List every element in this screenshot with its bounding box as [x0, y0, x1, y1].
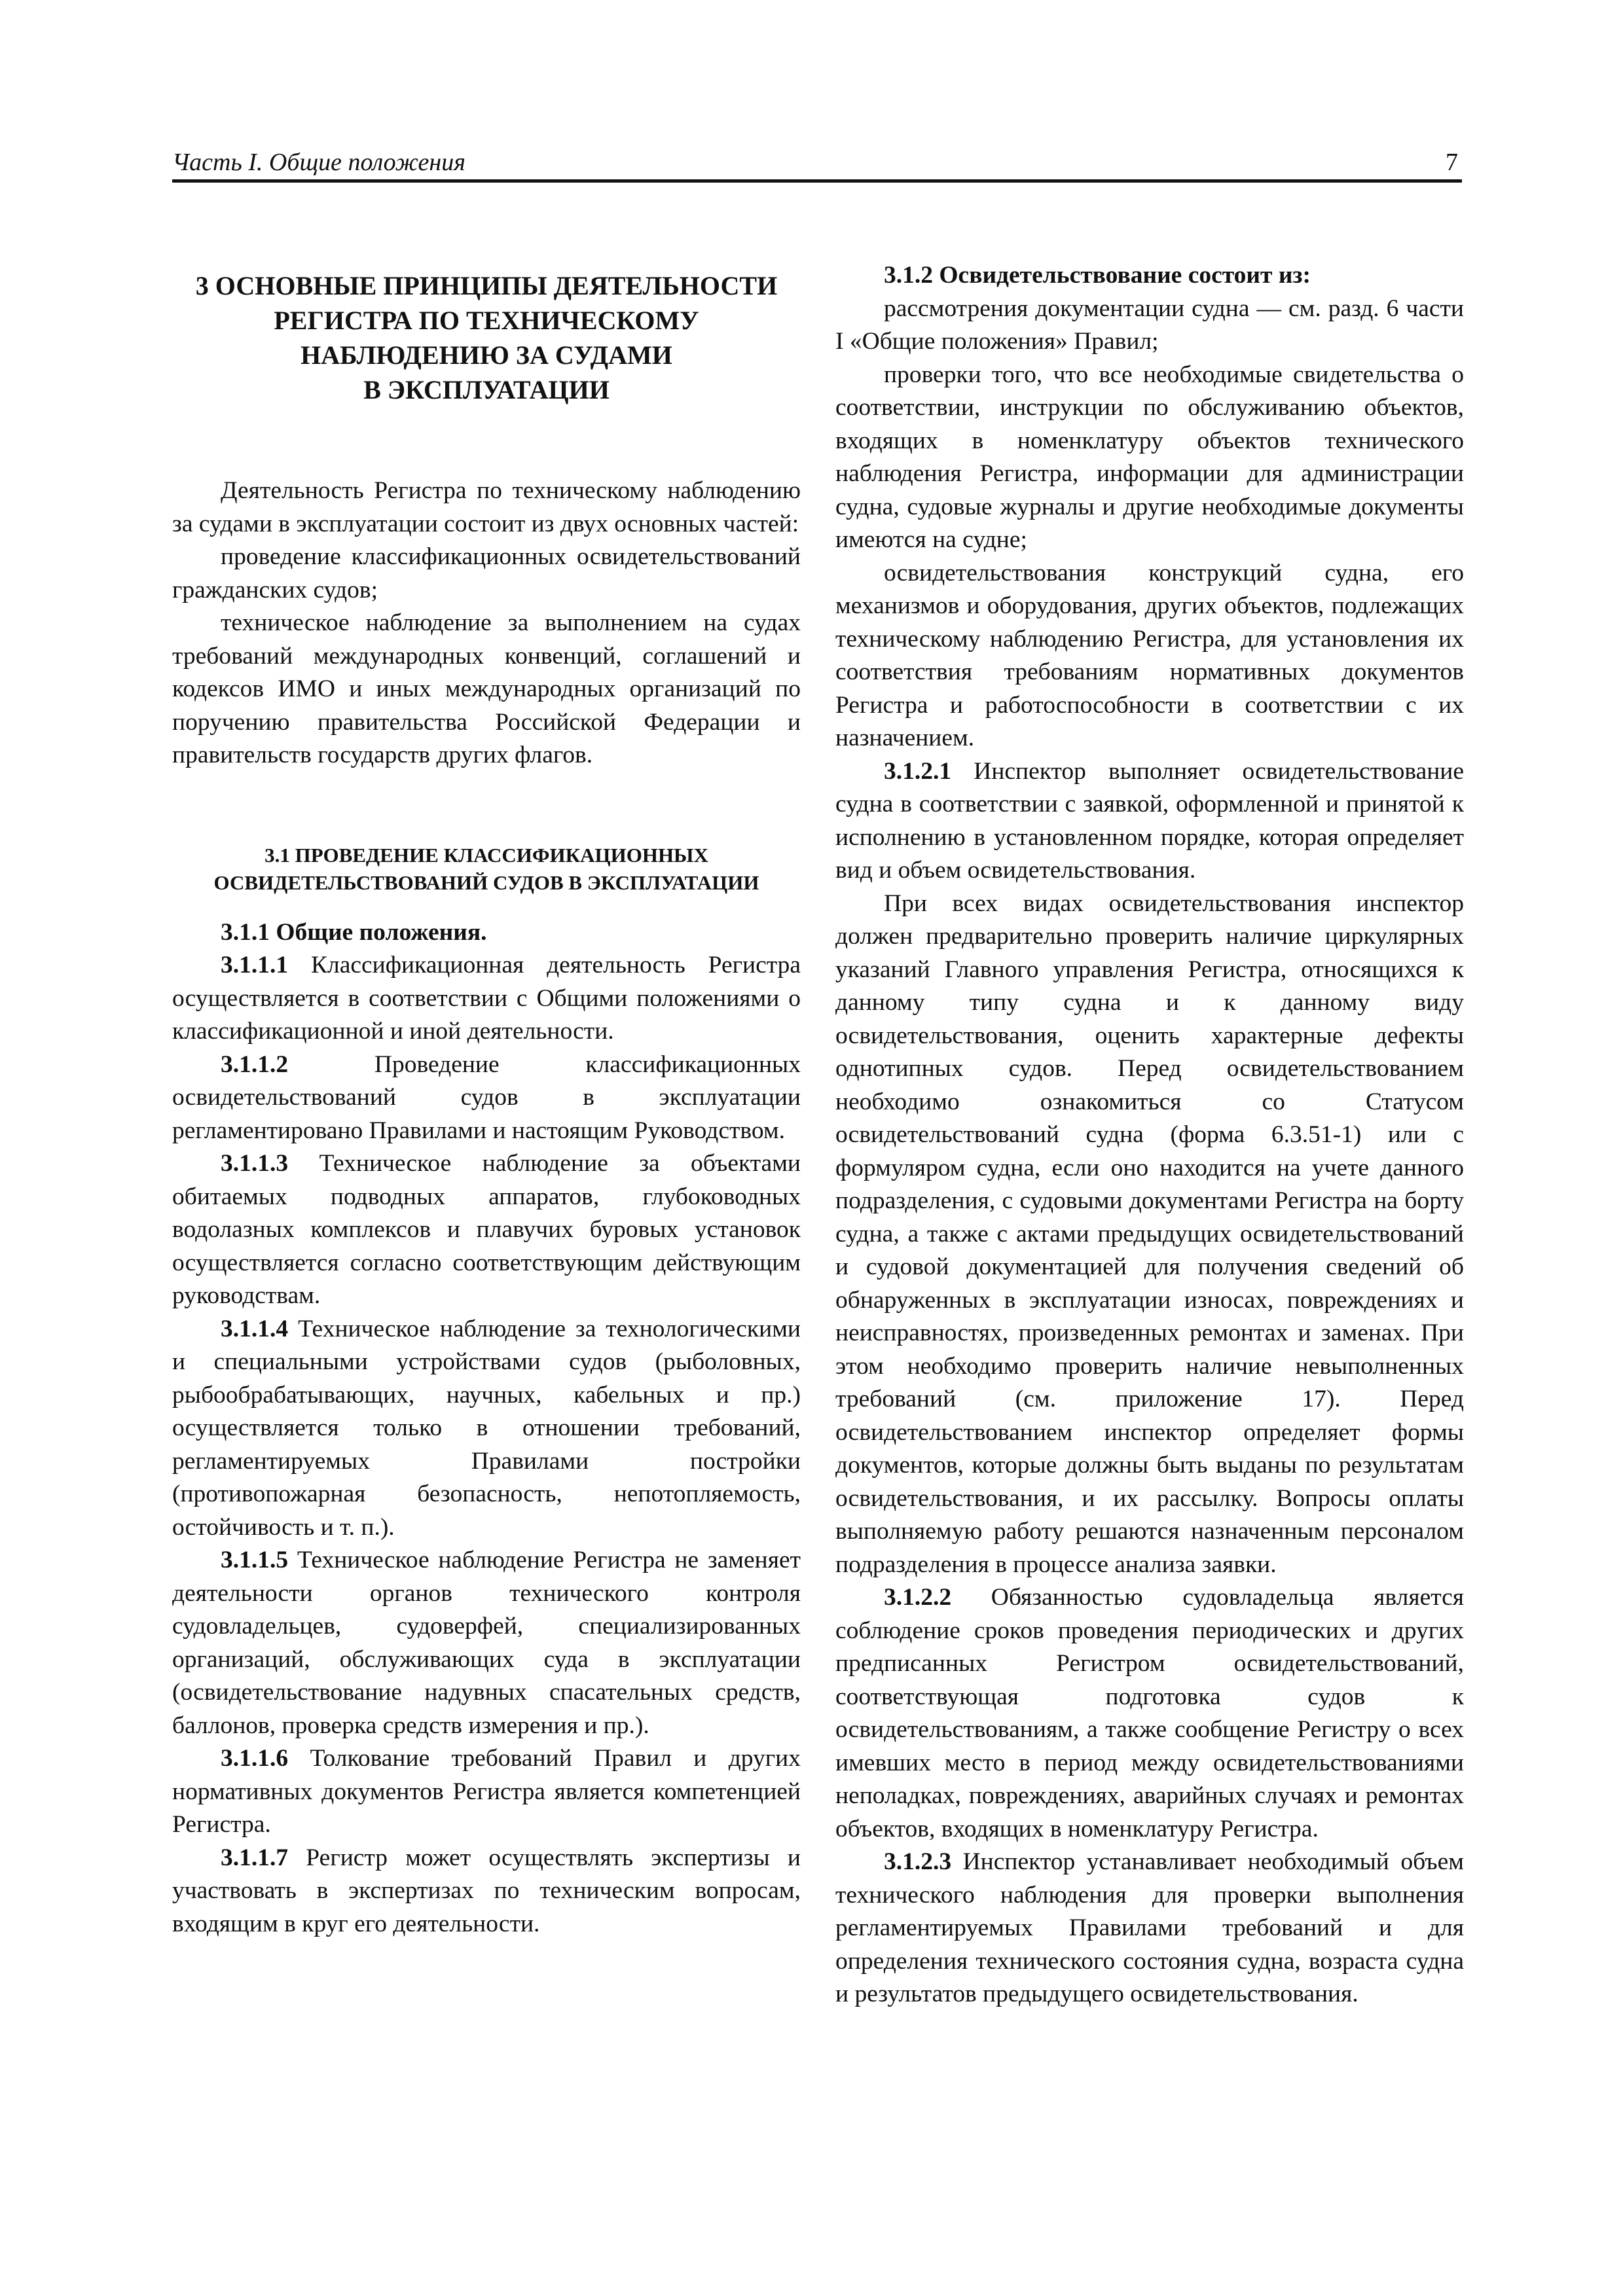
- clause-3-1-1-6: 3.1.1.6 Толкование требований Правил и других нормативных документов Регистра является компетенцией Регистра.: [172, 1745, 801, 1838]
- clause-3-1-1-1: 3.1.1.1 Классификационная деятельность Регистра осуществляется в соответствии с Общими положениями о классификационной и иной деятельности.: [172, 952, 801, 1045]
- intro-paragraph: проведение классификационных освидетельствований гражданских судов;: [172, 543, 801, 603]
- chapter-title-line: НАБЛЮДЕНИЮ ЗА СУДАМИ: [301, 340, 672, 370]
- clause-3-1-1-3: 3.1.1.3 Техническое наблюдение за объектами обитаемых подводных аппаратов, глубоководных водолазных комплексов и плавучих буровых установок осуществляется согласно соответствующим действующим руководствам.: [172, 1150, 801, 1309]
- intro-paragraph: Деятельность Регистра по техническому наблюдению за судами в эксплуатации состоит из двух основных частей:: [172, 477, 801, 537]
- clause-3-1-1-4: 3.1.1.4 Техническое наблюдение за технологическими и специальными устройствами судов (рыболовных, рыбообрабатывающих, научных, кабельных и пр.) осуществляется только в отношении требований, регламентируемых Правилами постройки (противопожарная безопасность, непотопляемость, остойчивость и т. п.).: [172, 1315, 801, 1541]
- subsection-heading-3-1-2: 3.1.2 Освидетельствование состоит из:: [884, 262, 1311, 289]
- section-heading-line: ОСВИДЕТЕЛЬСТВОВАНИЙ СУДОВ В ЭКСПЛУАТАЦИИ: [213, 870, 759, 894]
- clause-3-1-2-2: 3.1.2.2 Обязанностью судовладельца является соблюдение сроков проведения периодических и других предписанных Регистром освидетельствований, соответствующая подготовка судов к освидетельствованиям, а также сообщение Регистру о всех имевших место в период между освидетельствованиями неполадках, повреждениях, аварийных случаях и ремонтах объектов, входящих в номенклатуру Регистра.: [835, 1584, 1464, 1842]
- running-header: [172, 143, 1462, 183]
- clause-3-1-1-7: 3.1.1.7 Регистр может осуществлять экспертизы и участвовать в экспертизах по техническим вопросам, входящим в круг его деятельности.: [172, 1844, 801, 1937]
- survey-item: рассмотрения документации судна — см. разд. 6 части I «Общие положения» Правил;: [835, 295, 1464, 355]
- clause-3-1-1-2: 3.1.1.2 Проведение классификационных освидетельствований судов в эксплуатации регламентировано Правилами и настоящим Руководством.: [172, 1050, 801, 1144]
- page-number: 7: [1446, 149, 1458, 176]
- header-section-title: Часть I. Общие положения: [172, 149, 465, 176]
- chapter-title-line: В ЭКСПЛУАТАЦИИ: [363, 375, 610, 404]
- chapter-title-line: РЕГИСТРА ПО ТЕХНИЧЕСКОМУ: [274, 306, 699, 335]
- survey-item: проверки того, что все необходимые свидетельства о соответствии, инструкции по обслуживанию объектов, входящих в номенклатуру объектов технического наблюдения Регистра, информации для администрации судна, судовые журналы и другие необходимые документы имеются на судне;: [835, 361, 1464, 553]
- right-column: [835, 259, 1464, 2011]
- intro-paragraph: техническое наблюдение за выполнением на судах требований международных конвенций, соглашений и кодексов ИМО и иных международных организаций по поручению правительства Российской Федерации и правительств государств других флагов.: [172, 609, 801, 768]
- subsection-heading-3-1-1: 3.1.1 Общие положения.: [221, 918, 487, 946]
- chapter-title-line: 3 ОСНОВНЫЕ ПРИНЦИПЫ ДЕЯТЕЛЬНОСТИ: [195, 271, 778, 300]
- clause-3-1-2-1: 3.1.2.1 Инспектор выполняет освидетельствование судна в соответствии с заявкой, оформленной и принятой к исполнению в установленном порядке, которая определяет вид и объем освидетельствования.: [835, 757, 1464, 884]
- clause-3-1-1-5: 3.1.1.5 Техническое наблюдение Регистра не заменяет деятельности органов технического контроля судовладельцев, судоверфей, специализированных организаций, обслуживающих суда в эксплуатации (освидетельствование надувных спасательных средств, баллонов, проверка средств измерения и пр.).: [172, 1547, 801, 1739]
- chapter-title: [172, 268, 801, 407]
- section-heading-3-1: [172, 842, 801, 897]
- left-column: [172, 259, 801, 1941]
- clause-3-1-2-1-continued: При всех видах освидетельствования инспектор должен предварительно проверить наличие циркулярных указаний Главного управления Регистра, относящихся к данному типу судна и к данному виду освидетельствования, оценить характерные дефекты однотипных судов. Перед освидетельствованием необходимо ознакомиться со Статусом освидетельствований судна (форма 6.3.51-1) или с формуляром судна, если оно находится на учете данного подразделения, с судовыми документами Регистра на борту судна, а также с актами предыдущих освидетельствований и судовой документацией для получения сведений об обнаруженных в эксплуатации износах, повреждениях и неисправностях, произведенных ремонтах и заменах. При этом необходимо проверить наличие невыполненных требований (см. приложение 17). Перед освидетельствованием инспектор определяет формы документов, которые должны быть выданы по результатам освидетельствования, и их рассылку. Вопросы оплаты выполняемую работу решаются назначенным персоналом подразделения в процессе анализа заявки.: [835, 889, 1464, 1578]
- survey-item: освидетельствования конструкций судна, его механизмов и оборудования, других объектов, подлежащих техническому наблюдению Регистра, для установления их соответствия требованиям нормативных документов Регистра и работоспособности в соответствии с их назначением.: [835, 559, 1464, 751]
- section-heading-line: 3.1 ПРОВЕДЕНИЕ КЛАССИФИКАЦИОННЫХ: [264, 843, 708, 867]
- clause-3-1-2-3: 3.1.2.3 Инспектор устанавливает необходимый объем технического наблюдения для проверки выполнения регламентируемых Правилами требований и для определения технического состояния судна, возраста судна и результатов предыдущего освидетельствования.: [835, 1848, 1464, 2007]
